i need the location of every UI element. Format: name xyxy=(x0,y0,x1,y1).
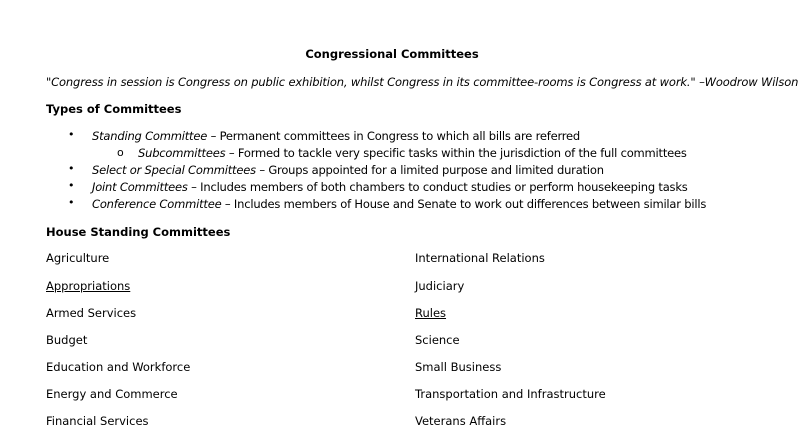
committee-international-relations: International Relations xyxy=(415,251,545,265)
term: Conference Committee xyxy=(92,197,222,211)
sub-bullet-marker: o xyxy=(117,146,124,159)
committee-science: Science xyxy=(415,333,460,347)
definition: – Includes members of House and Senate to work out differences between similar bills xyxy=(221,197,707,211)
bullet-marker: • xyxy=(68,128,75,141)
quote-text: "Congress in session is Congress on public exhibition, whilst Congress in its committee-rooms is Congress at work." xyxy=(46,75,696,89)
page-title: Congressional Committees xyxy=(305,47,479,61)
committee-veterans-affairs: Veterans Affairs xyxy=(415,414,507,428)
committee-transportation-infrastructure: Transportation and Infrastructure xyxy=(415,387,606,401)
committee-small-business: Small Business xyxy=(415,360,502,374)
term: Subcommittees xyxy=(138,146,226,160)
definition: – Formed to tackle very specific tasks within the jurisdiction of the full committees xyxy=(225,146,687,160)
committee-education-workforce: Education and Workforce xyxy=(46,360,191,374)
committee-financial-services: Financial Services xyxy=(46,414,149,428)
house-committees-heading: House Standing Committees xyxy=(46,225,231,239)
committee-judiciary: Judiciary xyxy=(415,279,465,293)
committee-appropriations-link[interactable]: Appropriations xyxy=(46,279,131,293)
committee-budget: Budget xyxy=(46,333,88,347)
term: Standing Committee xyxy=(92,129,208,143)
definition: – Includes members of both chambers to conduct studies or perform housekeeping tasks xyxy=(187,180,688,194)
types-heading: Types of Committees xyxy=(46,102,182,116)
definition: – Groups appointed for a limited purpose and limited duration xyxy=(255,163,604,177)
quote-attribution: –Woodrow Wilson xyxy=(695,75,798,89)
wilson-quote xyxy=(46,75,798,89)
bullet-marker: • xyxy=(68,196,75,209)
committee-agriculture: Agriculture xyxy=(46,251,110,265)
committee-energy-commerce: Energy and Commerce xyxy=(46,387,178,401)
committee-armed-services: Armed Services xyxy=(46,306,137,320)
definition: – Permanent committees in Congress to which all bills are referred xyxy=(207,129,581,143)
bullet-marker: • xyxy=(68,162,75,175)
bullet-marker: • xyxy=(68,179,75,192)
term: Joint Committees xyxy=(92,180,188,194)
committee-rules-link[interactable]: Rules xyxy=(415,306,447,320)
term: Select or Special Committees xyxy=(92,163,256,177)
